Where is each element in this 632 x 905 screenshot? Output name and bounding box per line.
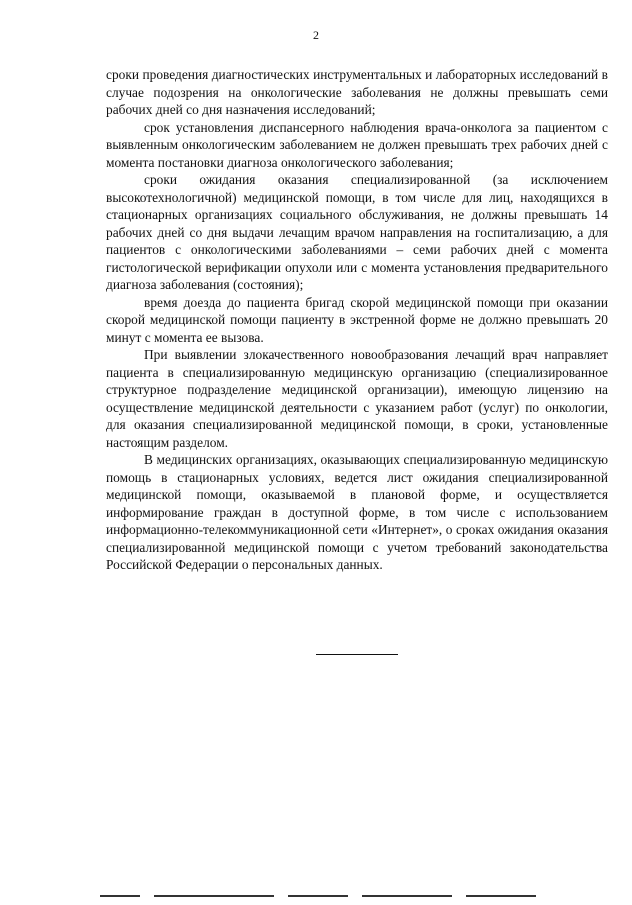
paragraph-ambulance-arrival: время доезда до пациента бригад скорой медицинской помощи при оказании скорой медицинской помощи пациенту в экстренной форме не должно превышать 20 минут с момента ее вызова. [106,294,608,345]
paragraph-waiting-list: В медицинских организациях, оказывающих специализированную медицинскую помощь в стационарных условиях, ведется лист ожидания специализированной медицинской помощи, оказываемой в плановой форме, и осуществляется информирование граждан в доступной форме, в том числе с использованием информационно-телекоммуникационной сети «Интернет», о сроках ожидания оказания специализированной медицинской помощи с учетом требований законодательства Российской Федерации о персональных данных. [106,452,608,572]
paragraph-malignancy-referral: При выявлении злокачественного новообразования лечащий врач направляет пациента в специализированную медицинскую организацию (специализированное структурное подразделение медицинской организации), имеющую лицензию на осуществление медицинской деятельности с указанием работ (услуг) по онкологии, для оказания специализированной медицинской помощи, в сроки, установленные настоящим разделом. [106,347,608,450]
paragraph-diagnostic-deadlines: сроки проведения диагностических инструментальных и лабораторных исследований в случае подозрения на онкологические заболевания не должны превышать семи рабочих дней со дня назначения исследований; [106,67,608,117]
page-number: 2 [313,28,319,42]
paragraph-specialized-care-waiting: сроки ожидания оказания специализированной (за исключением высокотехнологичной) медицинской помощи, в том числе для лиц, находящихся в стационарных организациях социального обслуживания, не должны превышать 14 рабочих дней со дня выдачи лечащим врачом направления на госпитализацию, а для пациентов с онкологическими заболеваниями – семи рабочих дней с момента гистологической верификации опухоли или с момента установления предварительного диагноза заболевания (состояния); [106,172,608,292]
paragraph-dispensary-observation: срок установления диспансерного наблюдения врача-онколога за пациентом с выявленным онкологическим заболеванием не должен превышать трех рабочих дней с момента постановки диагноза онкологического заболевания; [106,119,608,170]
bottom-scan-artifact [100,895,610,905]
document-body [106,66,608,574]
section-end-divider [316,654,398,655]
